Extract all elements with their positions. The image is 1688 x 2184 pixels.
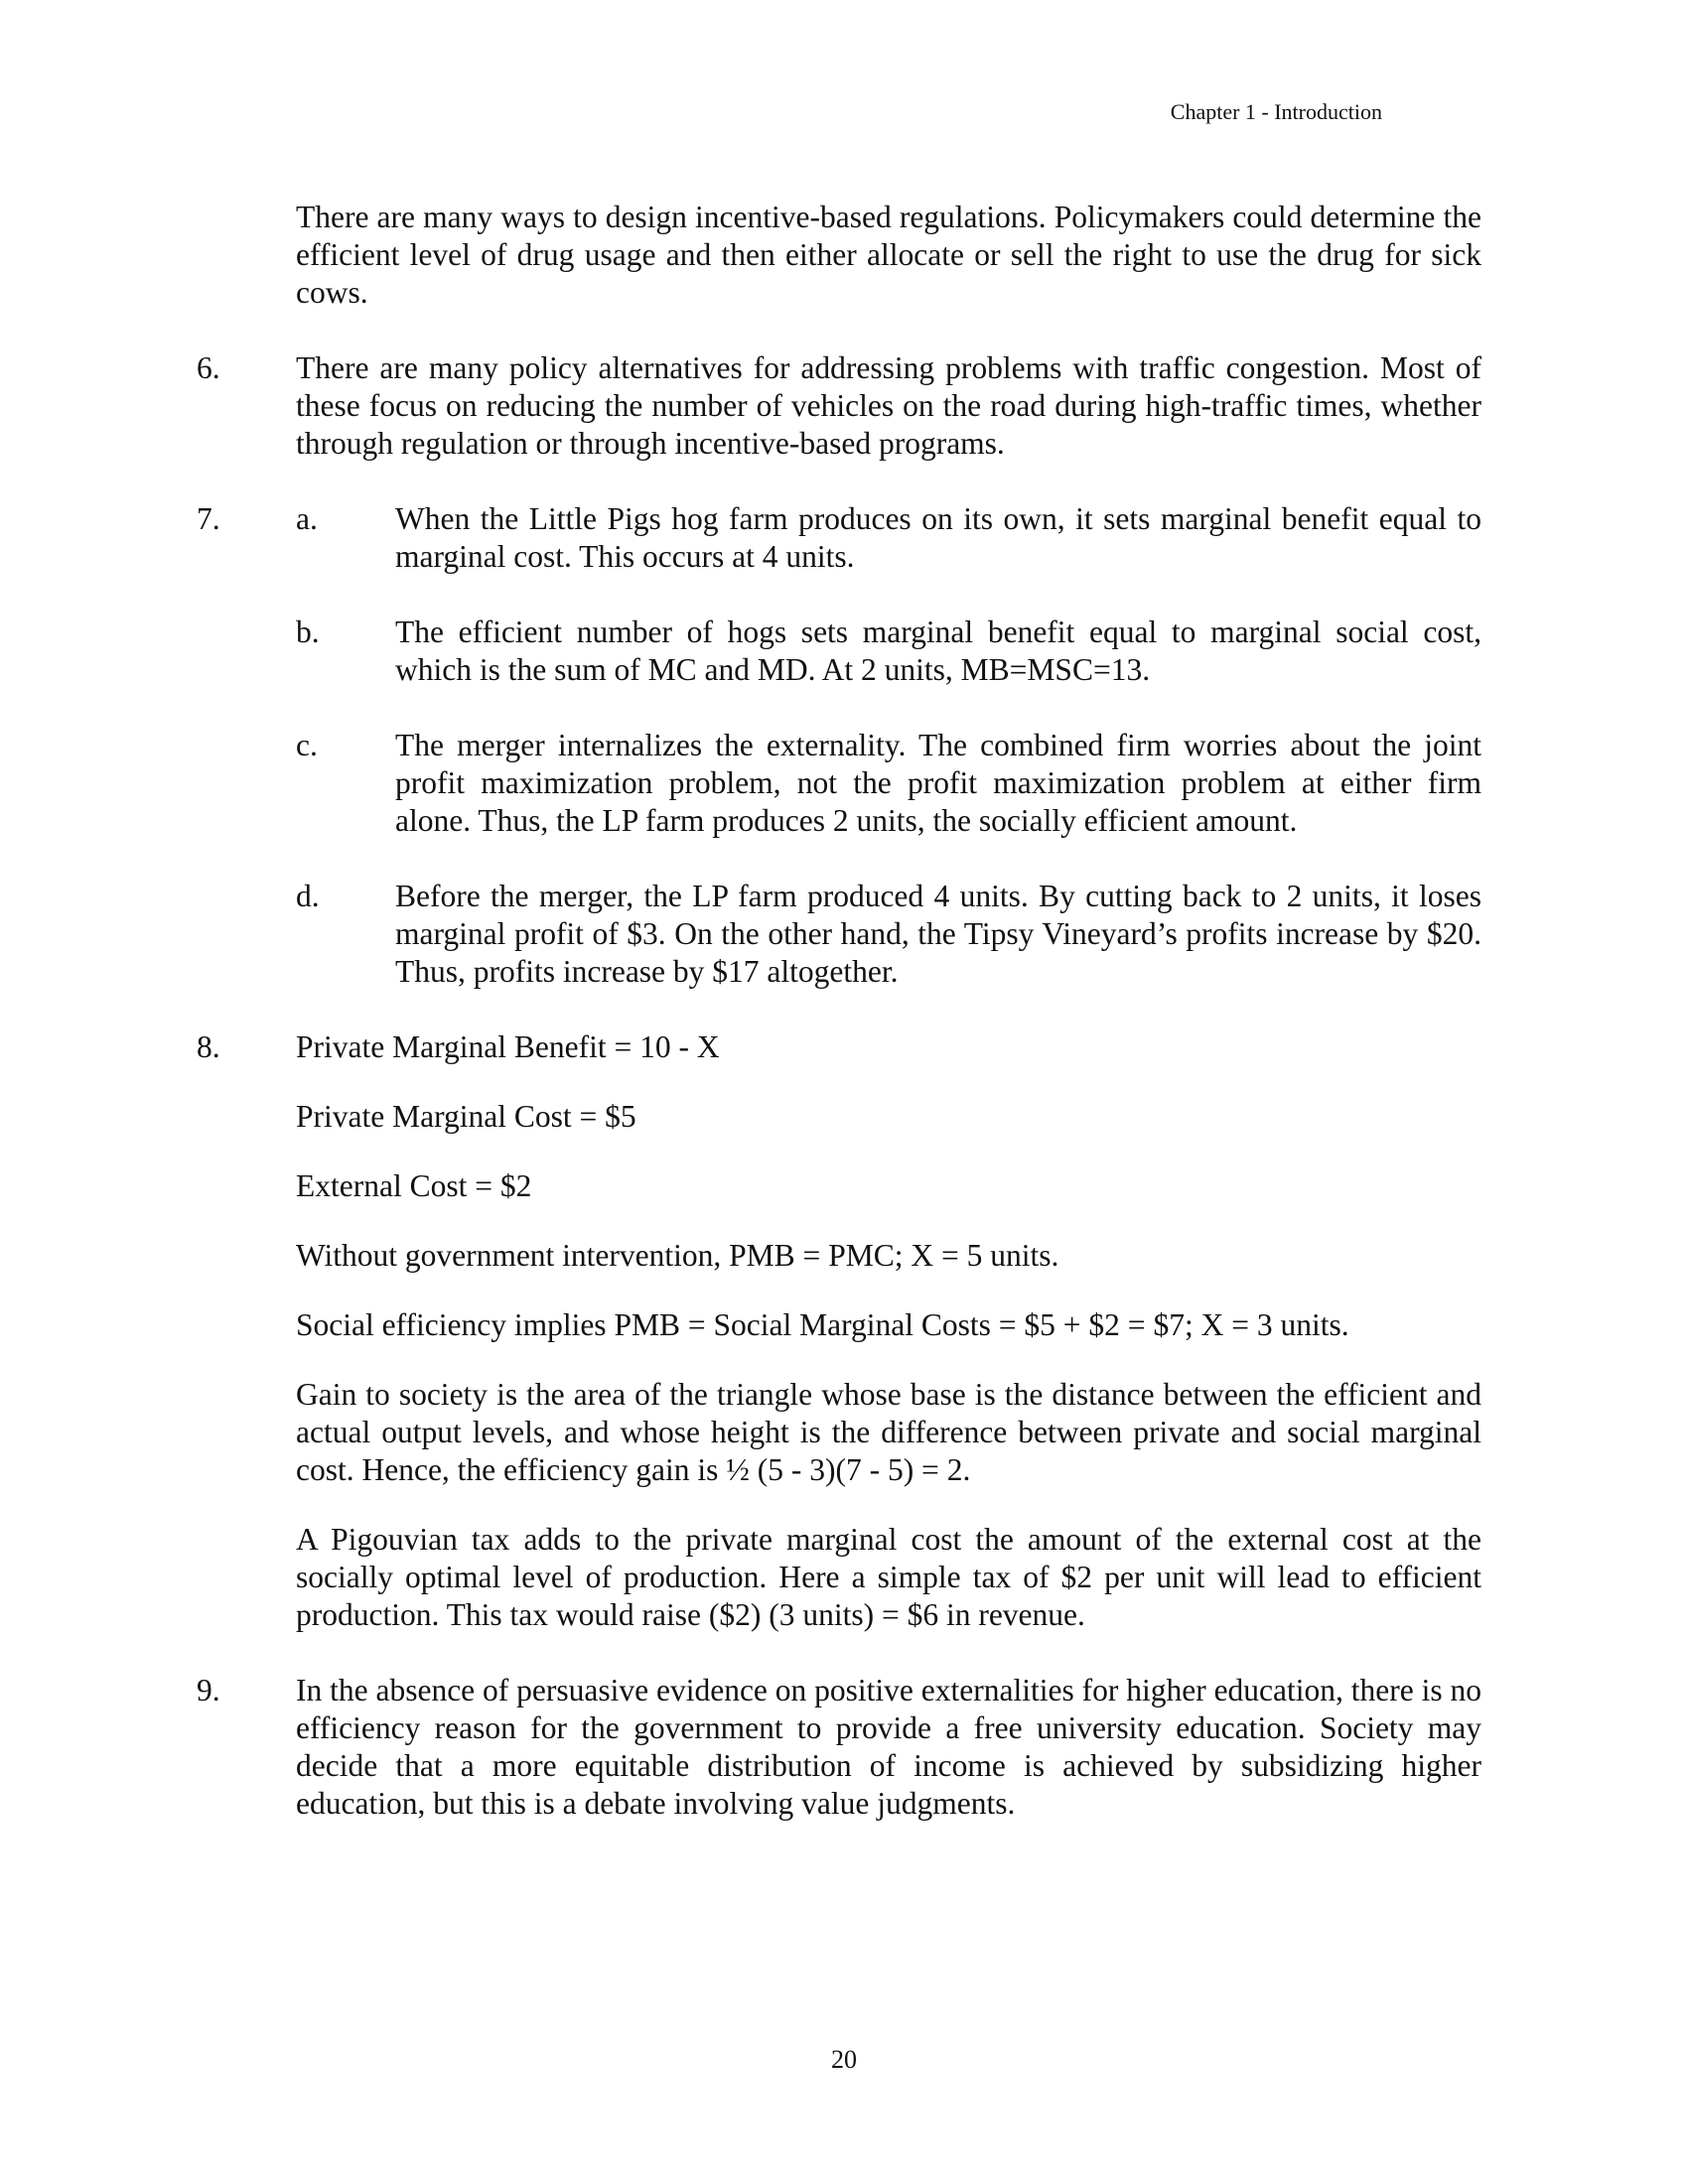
answer-7 xyxy=(197,500,1481,991)
page-number: 20 xyxy=(831,2045,857,2074)
sub-letter: c. xyxy=(296,728,318,762)
intro-paragraph: There are many ways to design incentive-based regulations. Policymakers could determine the efficient level of drug usage and then either allocate or sell the right to use the drug for sick cows. xyxy=(296,200,1481,310)
answer-text: In the absence of persuasive evidence on positive externalities for higher education, there is no efficiency reason for the government to provide a free university education. Society may decide that a more equitable distribution of income is achieved by subsidizing higher education, but this is a debate involving value judgments. xyxy=(296,1673,1481,1821)
answer-7d xyxy=(296,878,1481,991)
answer-7b xyxy=(296,614,1481,689)
answer-line: Private Marginal Benefit = 10 - X xyxy=(296,1029,720,1064)
sub-text: The efficient number of hogs sets marginal benefit equal to marginal social cost, which is the sum of MC and MD. At 2 units, MB=MSC=13. xyxy=(395,614,1481,687)
answer-paragraph: A Pigouvian tax adds to the private marginal cost the amount of the external cost at the socially optimal level of production. Here a simple tax of $2 per unit will lead to efficient production. This tax would raise ($2) (3 units) = $6 in revenue. xyxy=(296,1522,1481,1632)
answer-line: External Cost = $2 xyxy=(296,1168,532,1203)
sub-text: The merger internalizes the externality. The combined firm worries about the joint profit maximization problem, not the profit maximization problem at either firm alone. Thus, the LP farm produces 2 units, the socially efficient amount. xyxy=(395,728,1481,838)
running-header: Chapter 1 - Introduction xyxy=(1170,99,1382,124)
sub-text: When the Little Pigs hog farm produces on its own, it sets marginal benefit equal to marginal cost. This occurs at 4 units. xyxy=(395,501,1481,574)
answer-6 xyxy=(197,349,1481,463)
answer-number: 9. xyxy=(197,1673,220,1707)
answer-paragraph: Gain to society is the area of the triangle whose base is the distance between the efficient and actual output levels, and whose height is the difference between private and social marginal cost. Hence, the efficiency gain is ½ (5 - 3)(7 - 5) = 2. xyxy=(296,1377,1481,1487)
page-body xyxy=(197,199,1481,1823)
sub-text: Before the merger, the LP farm produced 4 units. By cutting back to 2 units, it loses marginal profit of $3. On the other hand, the Tipsy Vineyard’s profits increase by $20. Thus, profits increase by $17 altogether. xyxy=(395,879,1481,989)
answer-line: Private Marginal Cost = $5 xyxy=(296,1099,636,1134)
answer-number: 8. xyxy=(197,1029,220,1064)
intro-paragraph-block xyxy=(197,199,1481,312)
answer-7c xyxy=(296,727,1481,840)
answer-number: 7. xyxy=(197,501,220,536)
answer-number: 6. xyxy=(197,350,220,385)
answer-line: Without government intervention, PMB = PMC; X = 5 units. xyxy=(296,1238,1059,1273)
sub-letter: b. xyxy=(296,614,320,649)
sub-letter: a. xyxy=(296,501,318,536)
answer-8 xyxy=(197,1028,1481,1634)
answer-text: There are many policy alternatives for addressing problems with traffic congestion. Most of these focus on reducing the number of vehicles on the road during high-traffic times, whether through regulation or through incentive-based programs. xyxy=(296,350,1481,461)
answer-line: Social efficiency implies PMB = Social Marginal Costs = $5 + $2 = $7; X = 3 units. xyxy=(296,1307,1349,1342)
sub-letter: d. xyxy=(296,879,320,913)
answer-7a xyxy=(296,500,1481,576)
answer-9 xyxy=(197,1672,1481,1823)
